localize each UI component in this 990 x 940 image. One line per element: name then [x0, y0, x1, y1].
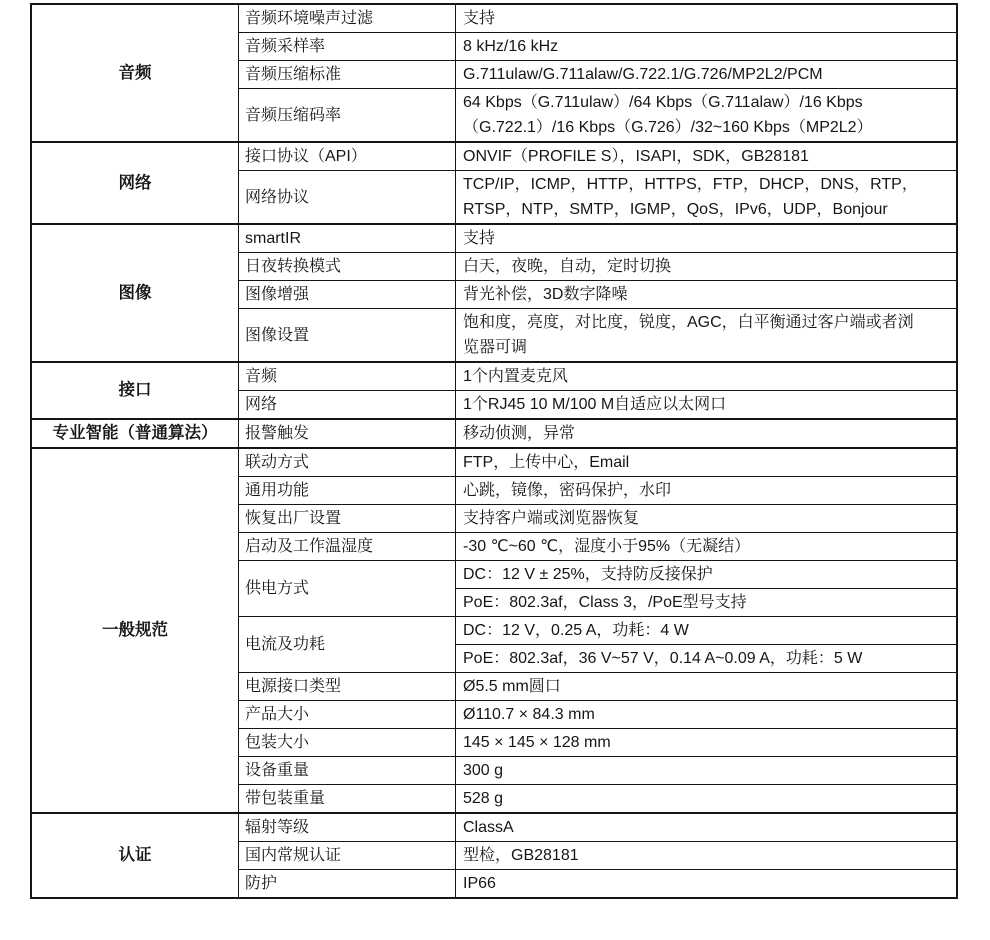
- spec-value-line: DC：12 V ± 25%，支持防反接保护: [463, 566, 713, 583]
- category-cell: 图像: [31, 224, 239, 362]
- spec-value-cell: [456, 842, 958, 870]
- category-cell: 接口: [31, 362, 239, 419]
- spec-value-cell: [456, 391, 958, 420]
- spec-value-line: ONVIF（PROFILE S），ISAPI，SDK，GB28181: [463, 148, 809, 165]
- spec-name-cell: 设备重量: [239, 757, 456, 785]
- spec-name-cell: 音频采样率: [239, 33, 456, 61]
- spec-name-cell: 带包装重量: [239, 785, 456, 814]
- spec-value-line: 览器可调: [463, 339, 528, 356]
- spec-value-cell: [456, 477, 958, 505]
- spec-value-cell: [456, 281, 958, 309]
- spec-row: [31, 224, 957, 253]
- spec-name-cell: 网络: [239, 391, 456, 420]
- spec-value-line: 1个RJ45 10 M/100 M自适应以太网口: [463, 396, 727, 413]
- spec-name-cell: 联动方式: [239, 448, 456, 477]
- spec-value-cell: [456, 561, 958, 589]
- spec-value-cell: [456, 171, 958, 225]
- spec-value-line: RTSP，NTP，SMTP，IGMP，QoS，IPv6，UDP，Bonjour: [463, 201, 888, 218]
- spec-value-line: 64 Kbps（G.711ulaw）/64 Kbps（G.711alaw）/16 Kbps: [463, 94, 863, 111]
- spec-value-line: 白天，夜晚，自动，定时切换: [463, 258, 672, 275]
- spec-value-cell: [456, 645, 958, 673]
- spec-value-cell: [456, 701, 958, 729]
- spec-value-cell: [456, 757, 958, 785]
- spec-name-cell: 国内常规认证: [239, 842, 456, 870]
- spec-name-cell: 图像设置: [239, 309, 456, 363]
- spec-value-line: -30 ℃~60 ℃，湿度小于95%（无凝结）: [463, 538, 751, 555]
- spec-name-cell: 音频环境噪声过滤: [239, 4, 456, 33]
- spec-name-cell: 报警触发: [239, 419, 456, 448]
- spec-row: [31, 813, 957, 842]
- spec-value-line: FTP，上传中心，Email: [463, 454, 630, 471]
- spec-value-line: 心跳，镜像，密码保护，水印: [463, 482, 672, 499]
- spec-value-cell: [456, 729, 958, 757]
- category-cell: 网络: [31, 142, 239, 224]
- spec-name-cell: 供电方式: [239, 561, 456, 617]
- spec-name-cell: 接口协议（API）: [239, 142, 456, 171]
- spec-value-line: 1个内置麦克风: [463, 368, 568, 385]
- spec-value-cell: [456, 505, 958, 533]
- spec-value-cell: [456, 448, 958, 477]
- spec-row: [31, 419, 957, 448]
- spec-name-cell: 日夜转换模式: [239, 253, 456, 281]
- spec-value-cell: [456, 224, 958, 253]
- spec-table-body: [31, 4, 957, 898]
- spec-value-line: PoE：802.3af，Class 3，/PoE型号支持: [463, 594, 747, 611]
- spec-value-line: （G.722.1）/16 Kbps（G.726）/32~160 Kbps（MP2L2）: [463, 119, 873, 136]
- category-cell: 一般规范: [31, 448, 239, 813]
- spec-value-line: ClassA: [463, 819, 514, 836]
- spec-name-cell: 恢复出厂设置: [239, 505, 456, 533]
- spec-value-cell: [456, 89, 958, 143]
- spec-value-line: Ø110.7 × 84.3 mm: [463, 706, 595, 723]
- spec-value-cell: [456, 33, 958, 61]
- spec-row: [31, 362, 957, 391]
- spec-value-cell: [456, 673, 958, 701]
- spec-name-cell: 启动及工作温湿度: [239, 533, 456, 561]
- category-cell: 专业智能（普通算法）: [31, 419, 239, 448]
- spec-value-line: 饱和度，亮度，对比度，锐度，AGC，白平衡通过客户端或者浏: [463, 314, 914, 331]
- spec-value-line: 支持: [463, 10, 496, 27]
- spec-value-cell: [456, 533, 958, 561]
- spec-value-cell: [456, 309, 958, 363]
- spec-name-cell: 音频压缩码率: [239, 89, 456, 143]
- spec-name-cell: 防护: [239, 870, 456, 899]
- spec-row: [31, 4, 957, 33]
- spec-name-cell: 音频压缩标准: [239, 61, 456, 89]
- category-cell: 认证: [31, 813, 239, 898]
- spec-name-cell: 网络协议: [239, 171, 456, 225]
- spec-value-line: 支持客户端或浏览器恢复: [463, 510, 640, 527]
- spec-value-cell: [456, 142, 958, 171]
- spec-value-line: PoE：802.3af，36 V~57 V，0.14 A~0.09 A，功耗：5 W: [463, 650, 863, 667]
- spec-value-line: 300 g: [463, 762, 504, 779]
- spec-name-cell: 音频: [239, 362, 456, 391]
- spec-name-cell: 产品大小: [239, 701, 456, 729]
- spec-value-line: 145 × 145 × 128 mm: [463, 734, 611, 751]
- spec-value-cell: [456, 253, 958, 281]
- spec-value-line: 8 kHz/16 kHz: [463, 38, 559, 55]
- category-cell: 音频: [31, 4, 239, 142]
- spec-value-line: 528 g: [463, 790, 504, 807]
- spec-value-cell: [456, 785, 958, 814]
- spec-value-line: Ø5.5 mm圆口: [463, 678, 561, 695]
- spec-name-cell: smartIR: [239, 224, 456, 253]
- spec-value-line: G.711ulaw/G.711alaw/G.722.1/G.726/MP2L2/PCM: [463, 66, 823, 83]
- spec-value-cell: [456, 589, 958, 617]
- spec-value-line: 移动侦测，异常: [463, 425, 576, 442]
- spec-row: [31, 142, 957, 171]
- spec-value-line: 型检，GB28181: [463, 847, 579, 864]
- spec-value-line: DC：12 V，0.25 A，功耗：4 W: [463, 622, 689, 639]
- spec-value-cell: [456, 617, 958, 645]
- spec-value-line: 支持: [463, 230, 496, 247]
- spec-value-line: TCP/IP，ICMP，HTTP，HTTPS，FTP，DHCP，DNS，RTP，: [463, 176, 918, 193]
- spec-value-cell: [456, 362, 958, 391]
- spec-value-cell: [456, 4, 958, 33]
- spec-value-cell: [456, 870, 958, 899]
- spec-name-cell: 辐射等级: [239, 813, 456, 842]
- spec-name-cell: 电流及功耗: [239, 617, 456, 673]
- spec-value-line: 背光补偿，3D数字降噪: [463, 286, 628, 303]
- spec-value-line: IP66: [463, 875, 496, 892]
- spec-name-cell: 图像增强: [239, 281, 456, 309]
- spec-row: [31, 448, 957, 477]
- spec-value-cell: [456, 419, 958, 448]
- spec-name-cell: 通用功能: [239, 477, 456, 505]
- spec-value-cell: [456, 813, 958, 842]
- spec-name-cell: 包装大小: [239, 729, 456, 757]
- spec-table: [30, 3, 958, 899]
- spec-value-cell: [456, 61, 958, 89]
- spec-name-cell: 电源接口类型: [239, 673, 456, 701]
